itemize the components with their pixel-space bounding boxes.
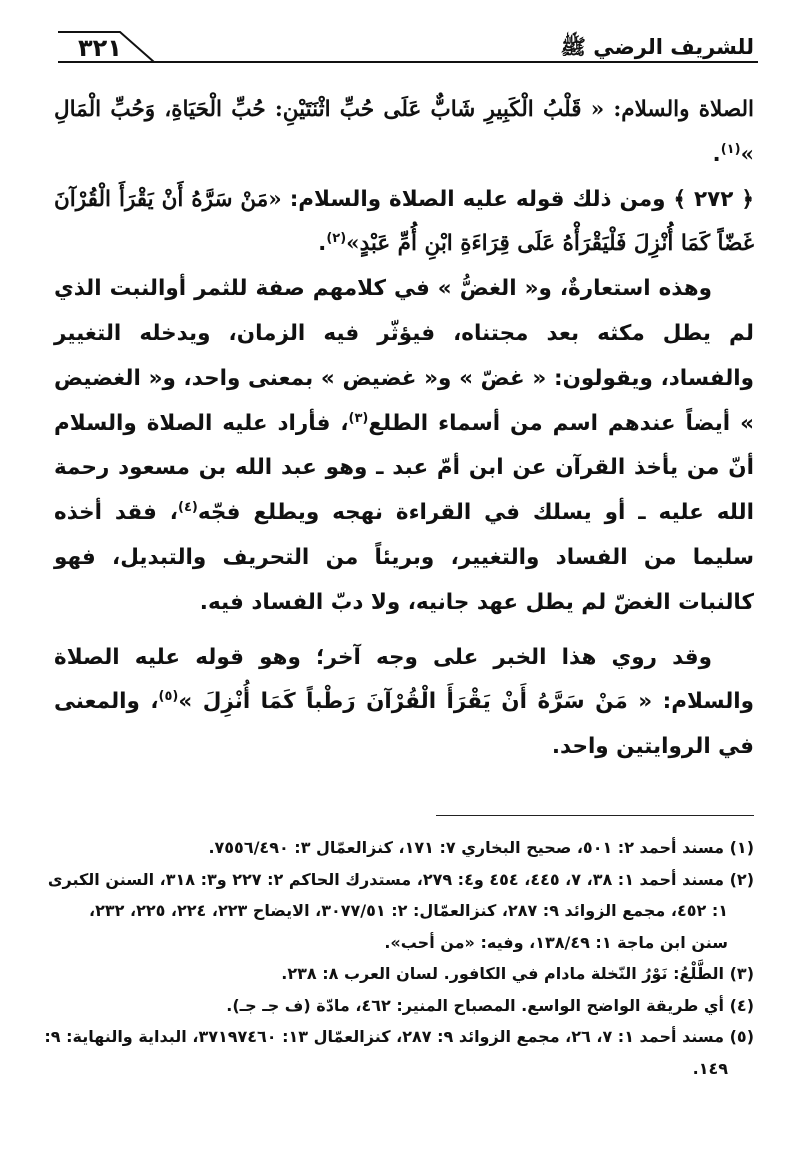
footnote-4: (٤) أي طريقة الواضح الواسع. المصباح المنير: ٤٦٢، مادّة (ف جـ جـ). [226,995,754,1015]
footnote-ref-3: (٣) [348,410,369,426]
footnote-5-cont: ١٤٩. [692,1058,728,1078]
footnote-ref-2: (٢) [326,231,347,247]
paragraph-3: وهذه استعارةٌ، و« الغضُّ » في كلامهم صفة للثمر أوالنبت الذي لم يطل مكثه بعد مجتناه، فيؤثّر فيه الزمان، ويدخله التغيير والفساد، ويقولون: « غضّ » و« غضيض » بمعنى واحد، و« الغضيض » أيضاً عندهم اسم من أسماء الطلع$^{(٣)}$، فأراد عليه الصلاة والسلام أنّ من يأخذ القرآن عن ابن أمّ عبد ـ وهو عبد الله بن مسعود رحمة الله عليه ـ أو يسلك في القراءة نهجه ويطلع فجّه$^{(٤)}$، فقد أخذه سليما من الفساد والتغيير، وبريئاً من التحريف والتبديل، فهو كالنبات الغضّ لم يطل عهد جانيه، ولا دبّ الفساد فيه. [54,276,754,615]
footnote-2-cont: ١: ٤٥٢، مجمع الزوائد ٩: ٢٨٧، كنزالعمّال: ٢: ٣٠٧٧/٥١، الايضاح ٢٢٣، ٢٢٤، ٢٢٥، ٢٣٢، [89,901,728,920]
page-number: ٣٢١ [78,34,122,62]
entry-number: ﴿ ٢٧٢ ﴾ [673,186,754,212]
footnote-ref-4: (٤) [177,500,198,516]
footnote-ref-5: (٥) [158,689,179,705]
main-text [54,88,754,770]
running-header-title: للشريف الرضي ﷺ [560,35,754,59]
footnote-2-cont: سنن ابن ماجة ١: ١٣٨/٤٩، وفيه: «من أحب». [384,932,728,952]
footnote-5: (٥) مسند أحمد ١: ٧، ٢٦، مجمع الزوائد ٩: ٢٨٧، كنزالعمّال ١٣: ٣٧١٩٧٤٦٠، البداية والنهاية: ٩: [44,1027,754,1046]
paragraph-4: وقد روي هذا الخبر على وجه آخر؛ وهو قوله عليه الصلاة والسلام: « مَنْ سَرَّهُ أَنْ يَقْرَأَ الْقُرْآنَ رَطْباً كَمَا أُنْزِلَ »$^{(٥)}$، والمعنى في الروايتين واحد. [54,644,755,760]
footnote-3: (٣) الطَّلْعُ: نَوْرُ النّخلة مادام في الكافور. لسان العرب ٨: ٢٣٨. [281,964,754,983]
footnote-separator [436,815,754,816]
footnote-1: (١) مسند أحمد ٢: ٥٠١، صحيح البخاري ٧: ١٧١، كنزالعمّال ٣: ٧٥٥٦/٤٩٠. [208,838,754,857]
footnote-ref-1: (١) [720,141,741,157]
footnotes [44,832,754,1084]
paragraph-2: ﴿ ٢٧٢ ﴾ ومن ذلك قوله عليه الصلاة والسلام: «مَنْ سَرَّهُ أَنْ يَقْرَأَ الْقُرْآنَ غَضّاً كَمَا أُنْزِلَ فَلْيَقْرَأْهُ عَلَى قِرَاءَةِ ابْنِ أُمِّ عَبْدٍ»$^{(٢)}$. [54,186,754,257]
footnote-2: (٢) مسند أحمد ١: ٣٨، ٧، ٤٤٥، ٤٥٤ و٤: ٢٧٩، مستدرك الحاكم ٢: ٢٢٧ و٣: ٣١٨، السنن الكبرى [47,869,754,889]
paragraph-1: الصلاة والسلام: « قَلْبُ الْكَبِيرِ شَابٌّ عَلَى حُبِّ اثْنَتَيْنِ: حُبِّ الْحَيَاةِ، وَحُبِّ الْمَالِ »$^{(١)}$. [54,97,754,167]
